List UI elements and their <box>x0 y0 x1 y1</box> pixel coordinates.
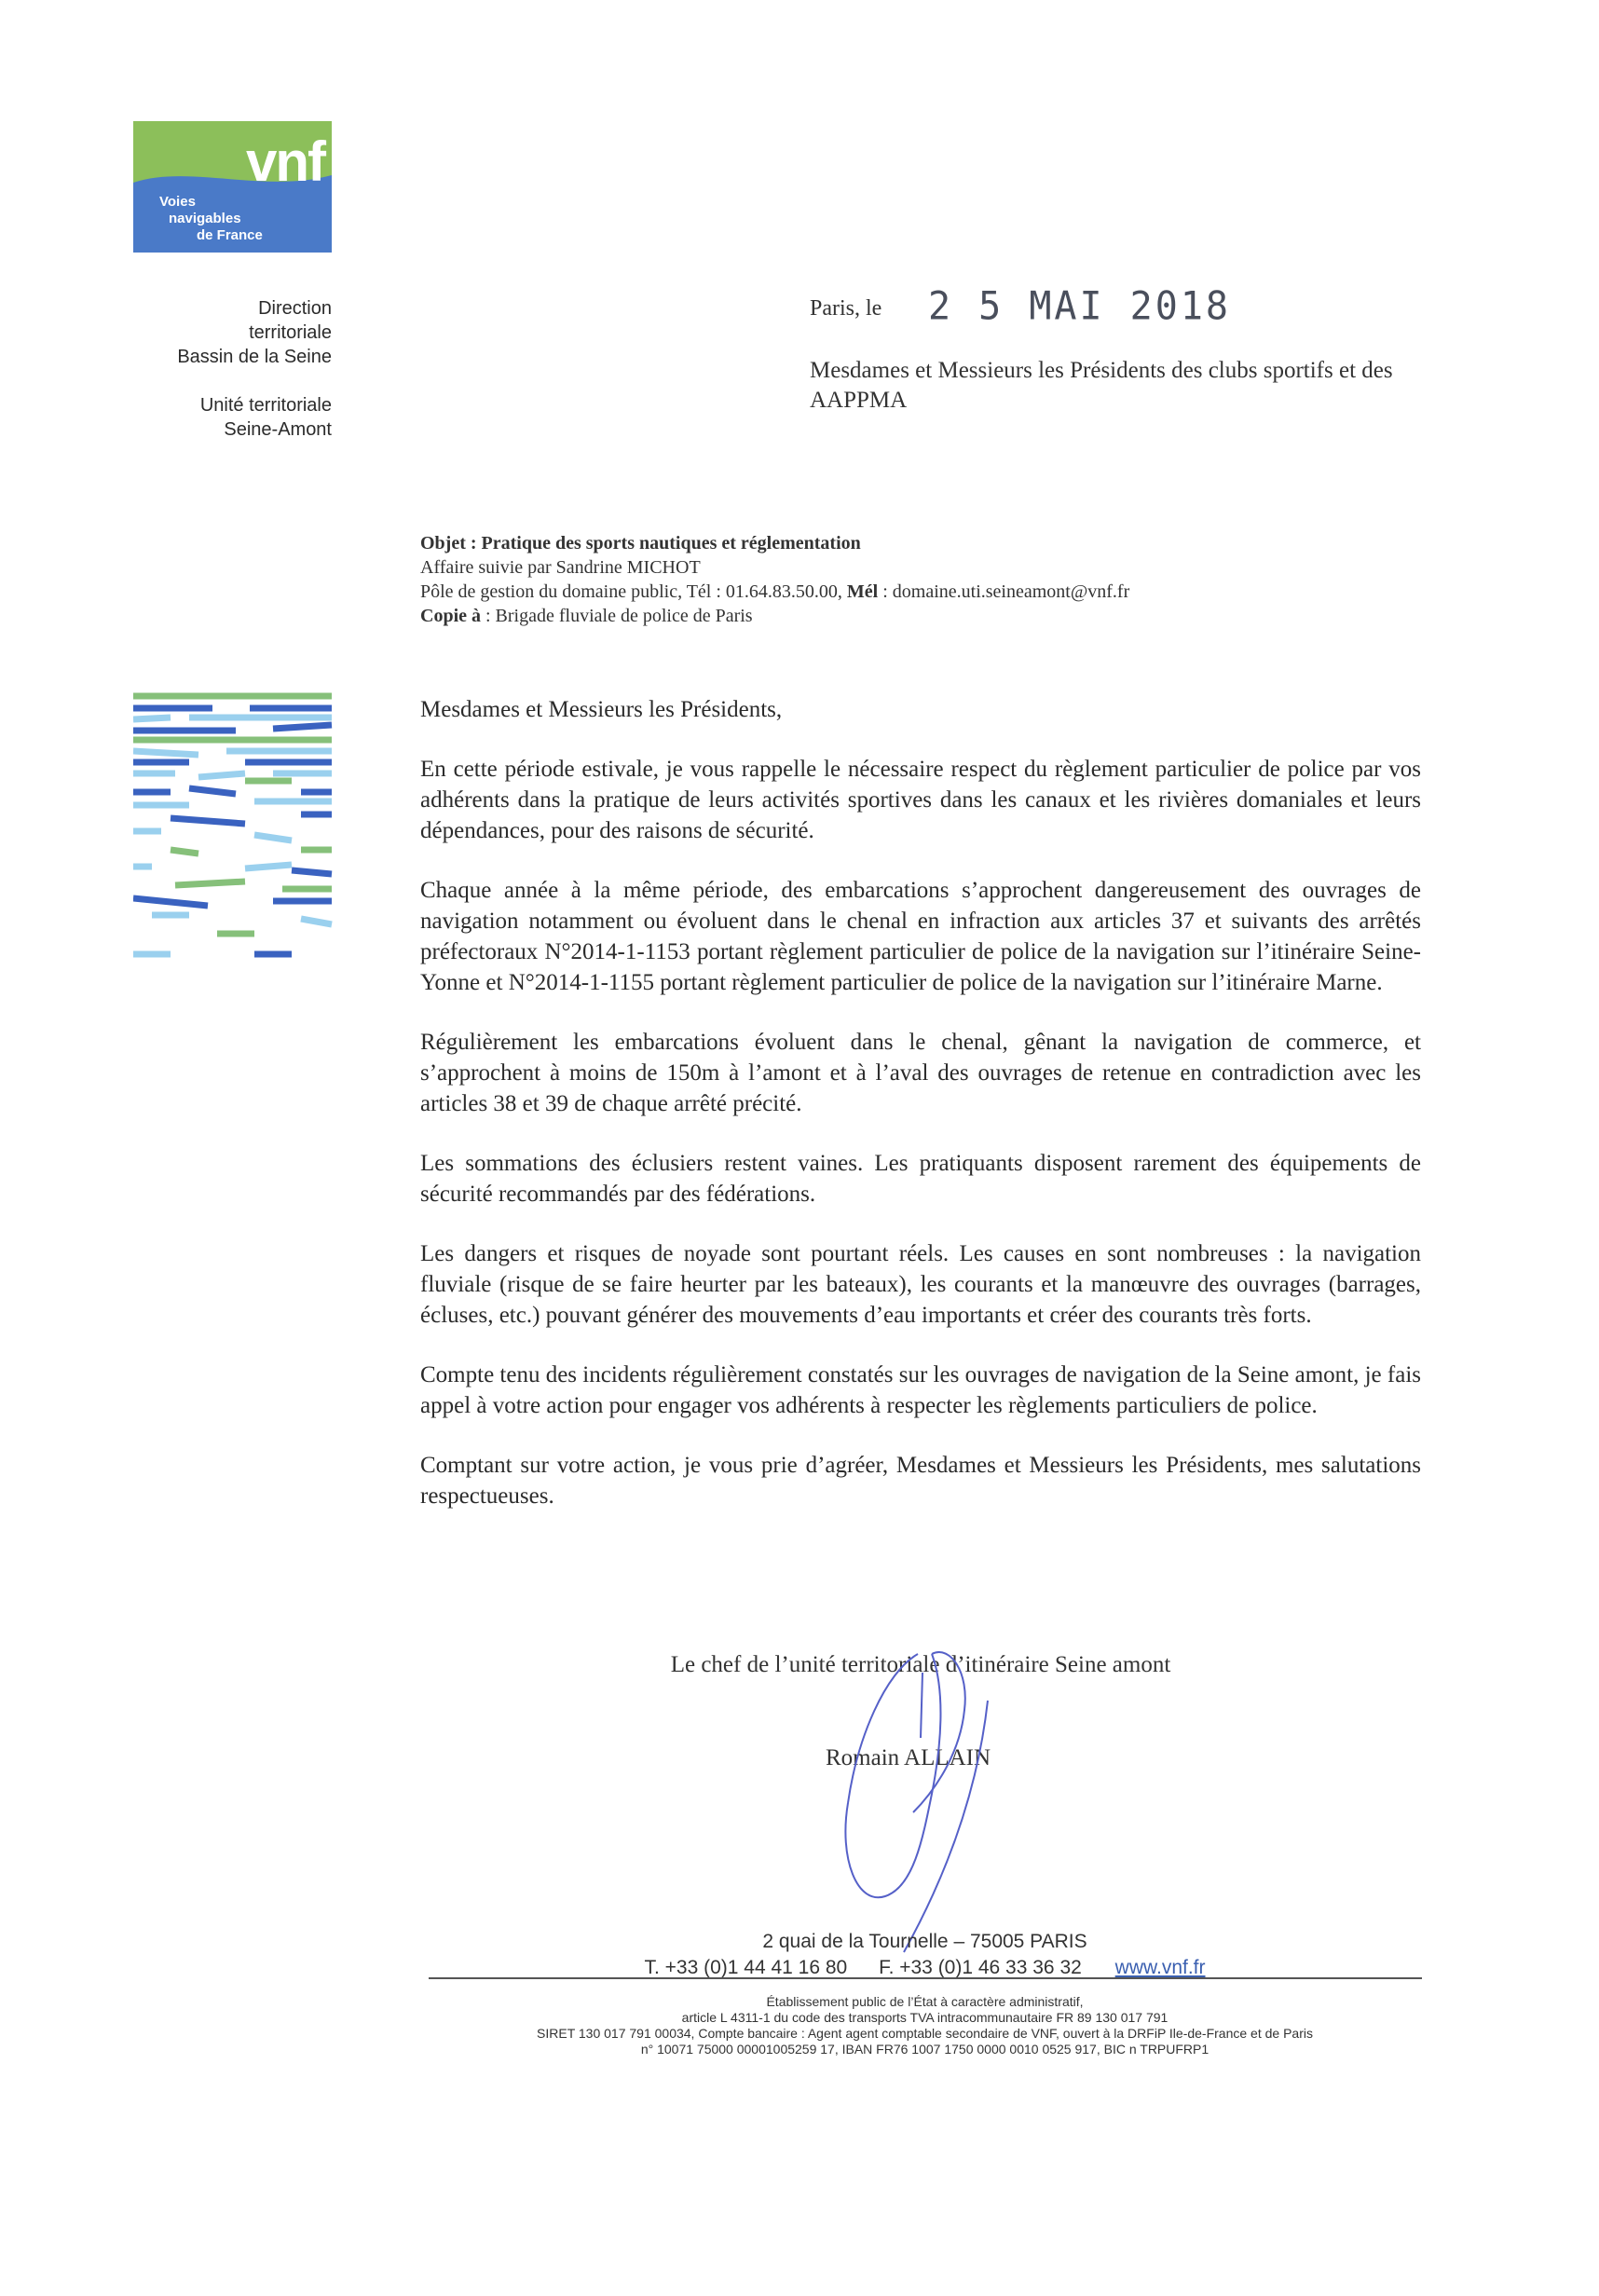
handwritten-signature <box>811 1635 1034 1971</box>
body-paragraph: Comptant sur votre action, je vous prie d’agréer, Mesdames et Messieurs les Présidents, mes salutations respectueuses. <box>420 1453 1421 1509</box>
copy-line <box>420 604 1352 628</box>
decorative-stripes <box>133 691 334 962</box>
unit-line: Seine-Amont <box>224 419 332 440</box>
reference-block <box>420 531 1352 628</box>
sender-block <box>140 296 332 442</box>
pole-line <box>420 580 1352 604</box>
logo-tagline <box>159 194 263 244</box>
logo-tagline-line: Voies <box>159 194 196 210</box>
direction-line: Bassin de la Seine <box>177 347 332 367</box>
logo-tagline-line: de France <box>197 227 263 243</box>
letter-body <box>420 694 1421 1540</box>
salutation: Mesdames et Messieurs les Présidents, <box>420 697 783 722</box>
vnf-logo <box>133 121 332 253</box>
logo-brand: vnf <box>246 130 324 193</box>
dateline-city: Paris, le <box>810 296 882 321</box>
direction-line: territoriale <box>249 322 332 343</box>
copy-value: : Brigade fluviale de police de Paris <box>485 606 753 626</box>
followed-by: Affaire suivie par Sandrine MICHOT <box>420 557 701 578</box>
recipient: Mesdames et Messieurs les Présidents des clubs sportifs et des AAPPMA <box>810 358 1393 413</box>
footer-legal <box>429 1994 1421 2057</box>
body-paragraph: Les sommations des éclusiers restent vaines. Les pratiquants disposent rarement des équipements de sécurité recommandés par des fédérations. <box>420 1151 1421 1207</box>
unit-name <box>140 393 332 442</box>
signer-title: Le chef de l’unité territoriale d’itinéraire Seine amont <box>670 1652 1171 1677</box>
pole-text: Pôle de gestion du domaine public, Tél : 01.64.83.50.00, <box>420 581 842 602</box>
object-label: Objet : <box>420 533 477 554</box>
unit-line: Unité territoriale <box>199 395 332 416</box>
mail-label: Mél <box>846 581 879 602</box>
direction-name <box>140 296 332 369</box>
object-value: Pratique des sports nautiques et réglementation <box>481 533 861 554</box>
legal-line: SIRET 130 017 791 00034, Compte bancaire : Agent agent comptable secondaire de VNF, ouvert à la DRFiP Ile-de-France et de Paris <box>537 2026 1313 2041</box>
logo-tagline-line: navigables <box>169 211 241 226</box>
body-paragraph: En cette période estivale, je vous rappelle le nécessaire respect du règlement particulier de police par vos adhérents dans la pratique de leurs activités sportives dans les canaux et les rivières domaniales et leurs dépendances, pour des raisons de sécurité. <box>420 757 1421 843</box>
legal-line: Établissement public de l’État à caractère administratif, <box>766 1994 1084 2009</box>
object-line <box>420 531 1352 555</box>
legal-line: article L 4311-1 du code des transports TVA intracommunautaire FR 89 130 017 791 <box>681 2010 1168 2025</box>
footer-divider <box>429 1977 1422 1979</box>
footer-phone: T. +33 (0)1 44 41 16 80 <box>644 1957 848 1978</box>
copy-label: Copie à <box>420 606 481 626</box>
body-paragraph: Régulièrement les embarcations évoluent dans le chenal, gênant la navigation de commerce, et s’approchent à moins de 150m à l’amont et à l’aval des ouvrages de retenue en contradiction avec les articles 38 et 39 de chaque arrêté précité. <box>420 1030 1421 1116</box>
body-paragraph: Compte tenu des incidents régulièrement constatés sur les ouvrages de navigation de la Seine amont, je fais appel à votre action pour engager vos adhérents à respecter les règlements particuliers de police. <box>420 1362 1421 1418</box>
signer-name: Romain ALLAIN <box>826 1745 991 1770</box>
footer-address: 2 quai de la Tournelle – 75005 PARIS <box>762 1931 1087 1952</box>
website-link[interactable]: www.vnf.fr <box>1114 1957 1206 1978</box>
footer-contact <box>429 1929 1421 1981</box>
mail-value: : domaine.uti.seineamont@vnf.fr <box>882 581 1130 602</box>
body-paragraph: Chaque année à la même période, des embarcations s’approchent dangereusement des ouvrages de navigation notamment ou évoluent dans le chenal en infraction aux articles 37 et suivants des arrêtés préfectoraux N°2014-1-1153 portant règlement particulier de police de la navigation sur l’itinéraire Seine-Yonne et N°2014-1-1155 portant règlement particulier de police de la navigation sur l’itinéraire Marne. <box>420 878 1421 995</box>
body-paragraph: Les dangers et risques de noyade sont pourtant réels. Les causes en sont nombreuses : la navigation fluviale (risque de se faire heurter par les bateaux), les courants et la manœuvre des ouvrages (barrages, écluses, etc.) pouvant générer des mouvements d’eau importants et créer des courants très forts. <box>420 1241 1421 1328</box>
legal-line: n° 10071 75000 00001005259 17, IBAN FR76 1007 1750 0000 0010 0525 917, BIC n TRPUFRP1 <box>640 2042 1210 2057</box>
footer-fax: F. +33 (0)1 46 33 36 32 <box>879 1957 1082 1978</box>
direction-line: Direction <box>258 298 332 319</box>
date-stamp: 2 5 MAI 2018 <box>928 283 1231 330</box>
